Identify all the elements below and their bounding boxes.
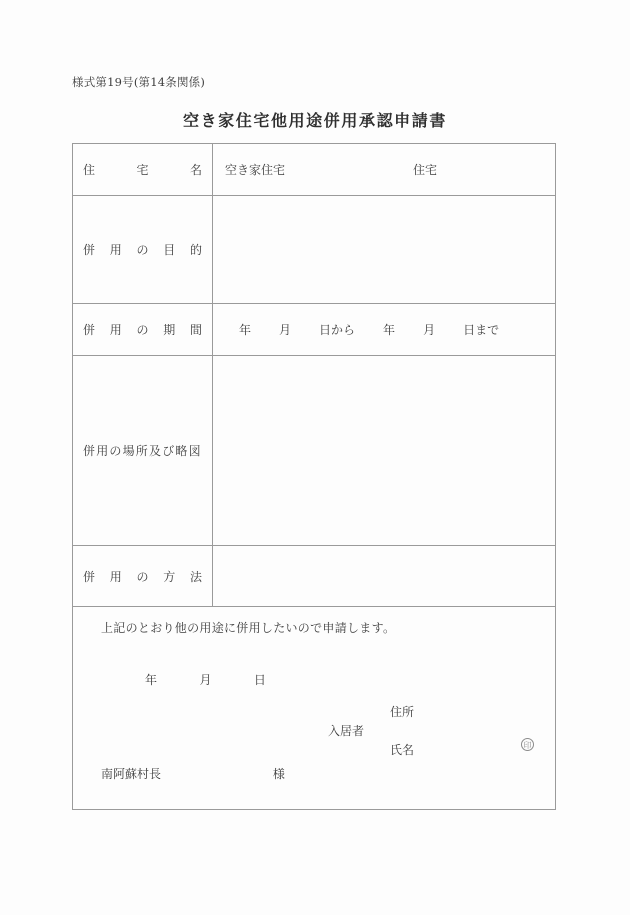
- application-table: [72, 143, 556, 607]
- recipient-name: 南阿蘇村長: [101, 767, 162, 781]
- label-char: 併: [83, 323, 96, 337]
- row-value-method[interactable]: [213, 546, 555, 606]
- label-char: の: [136, 243, 149, 257]
- date-year-label: 年: [145, 673, 158, 687]
- table-row-method: [73, 546, 555, 606]
- label-char: の: [136, 569, 149, 584]
- period-start-day: 日から: [319, 323, 356, 337]
- row-label-method: [73, 546, 213, 606]
- period-end-day: 日まで: [463, 323, 500, 337]
- table-row-housing-name: [73, 144, 555, 196]
- period-start-month: 月: [279, 323, 292, 337]
- label-char: 宅: [136, 163, 149, 177]
- label-char: 法: [189, 569, 202, 584]
- label-char: 用: [109, 323, 122, 337]
- recipient-honorific: 様: [272, 767, 285, 781]
- label-char: 方: [163, 569, 176, 584]
- label-char: 用: [109, 569, 122, 584]
- date-day-label: 日: [253, 673, 267, 687]
- label-char: 併: [83, 243, 96, 257]
- row-value-purpose[interactable]: [213, 196, 555, 303]
- table-row-period: [73, 304, 555, 356]
- row-label-housing-name: [73, 144, 213, 195]
- period-end-year: 年: [383, 323, 396, 337]
- label-char: 目: [163, 243, 176, 257]
- row-label-period: [73, 304, 213, 355]
- row-value-location[interactable]: [213, 356, 555, 545]
- submission-date[interactable]: [145, 671, 266, 688]
- form-number: 様式第19号(第14条関係): [72, 75, 206, 89]
- label-char: 期: [163, 323, 176, 337]
- label-char: の: [136, 323, 149, 337]
- row-value-housing-name[interactable]: [213, 144, 555, 195]
- applicant-address-label: 住所: [390, 705, 415, 719]
- table-row-location: [73, 356, 555, 546]
- row-label-location-text: 併用の場所及び略図: [83, 444, 202, 458]
- row-label-location: [73, 356, 213, 545]
- label-char: 間: [189, 323, 202, 337]
- period-end-month: 月: [423, 323, 436, 337]
- label-char: 住: [83, 163, 96, 177]
- housing-suffix-value: 住宅: [413, 163, 438, 177]
- page-title: 空き家住宅他用途併用承認申請書: [182, 111, 447, 130]
- row-value-period[interactable]: [213, 304, 555, 355]
- table-row-purpose: [73, 196, 555, 304]
- label-char: 用: [109, 243, 122, 257]
- label-char: 的: [189, 243, 202, 257]
- label-char: 名: [189, 163, 202, 177]
- label-char: 併: [83, 569, 96, 584]
- period-start-year: 年: [239, 323, 252, 337]
- housing-type-value: 空き家住宅: [225, 163, 286, 177]
- applicant-name-label: 氏名: [390, 743, 415, 757]
- declaration-statement: 上記のとおり他の用途に併用したいので申請します。: [101, 621, 396, 635]
- row-label-purpose: [73, 196, 213, 303]
- recipient-line: [101, 765, 285, 782]
- declaration-section: [72, 605, 556, 810]
- date-month-label: 月: [199, 673, 212, 687]
- seal-icon: 印: [521, 738, 534, 751]
- applicant-tag: 入居者: [328, 724, 365, 738]
